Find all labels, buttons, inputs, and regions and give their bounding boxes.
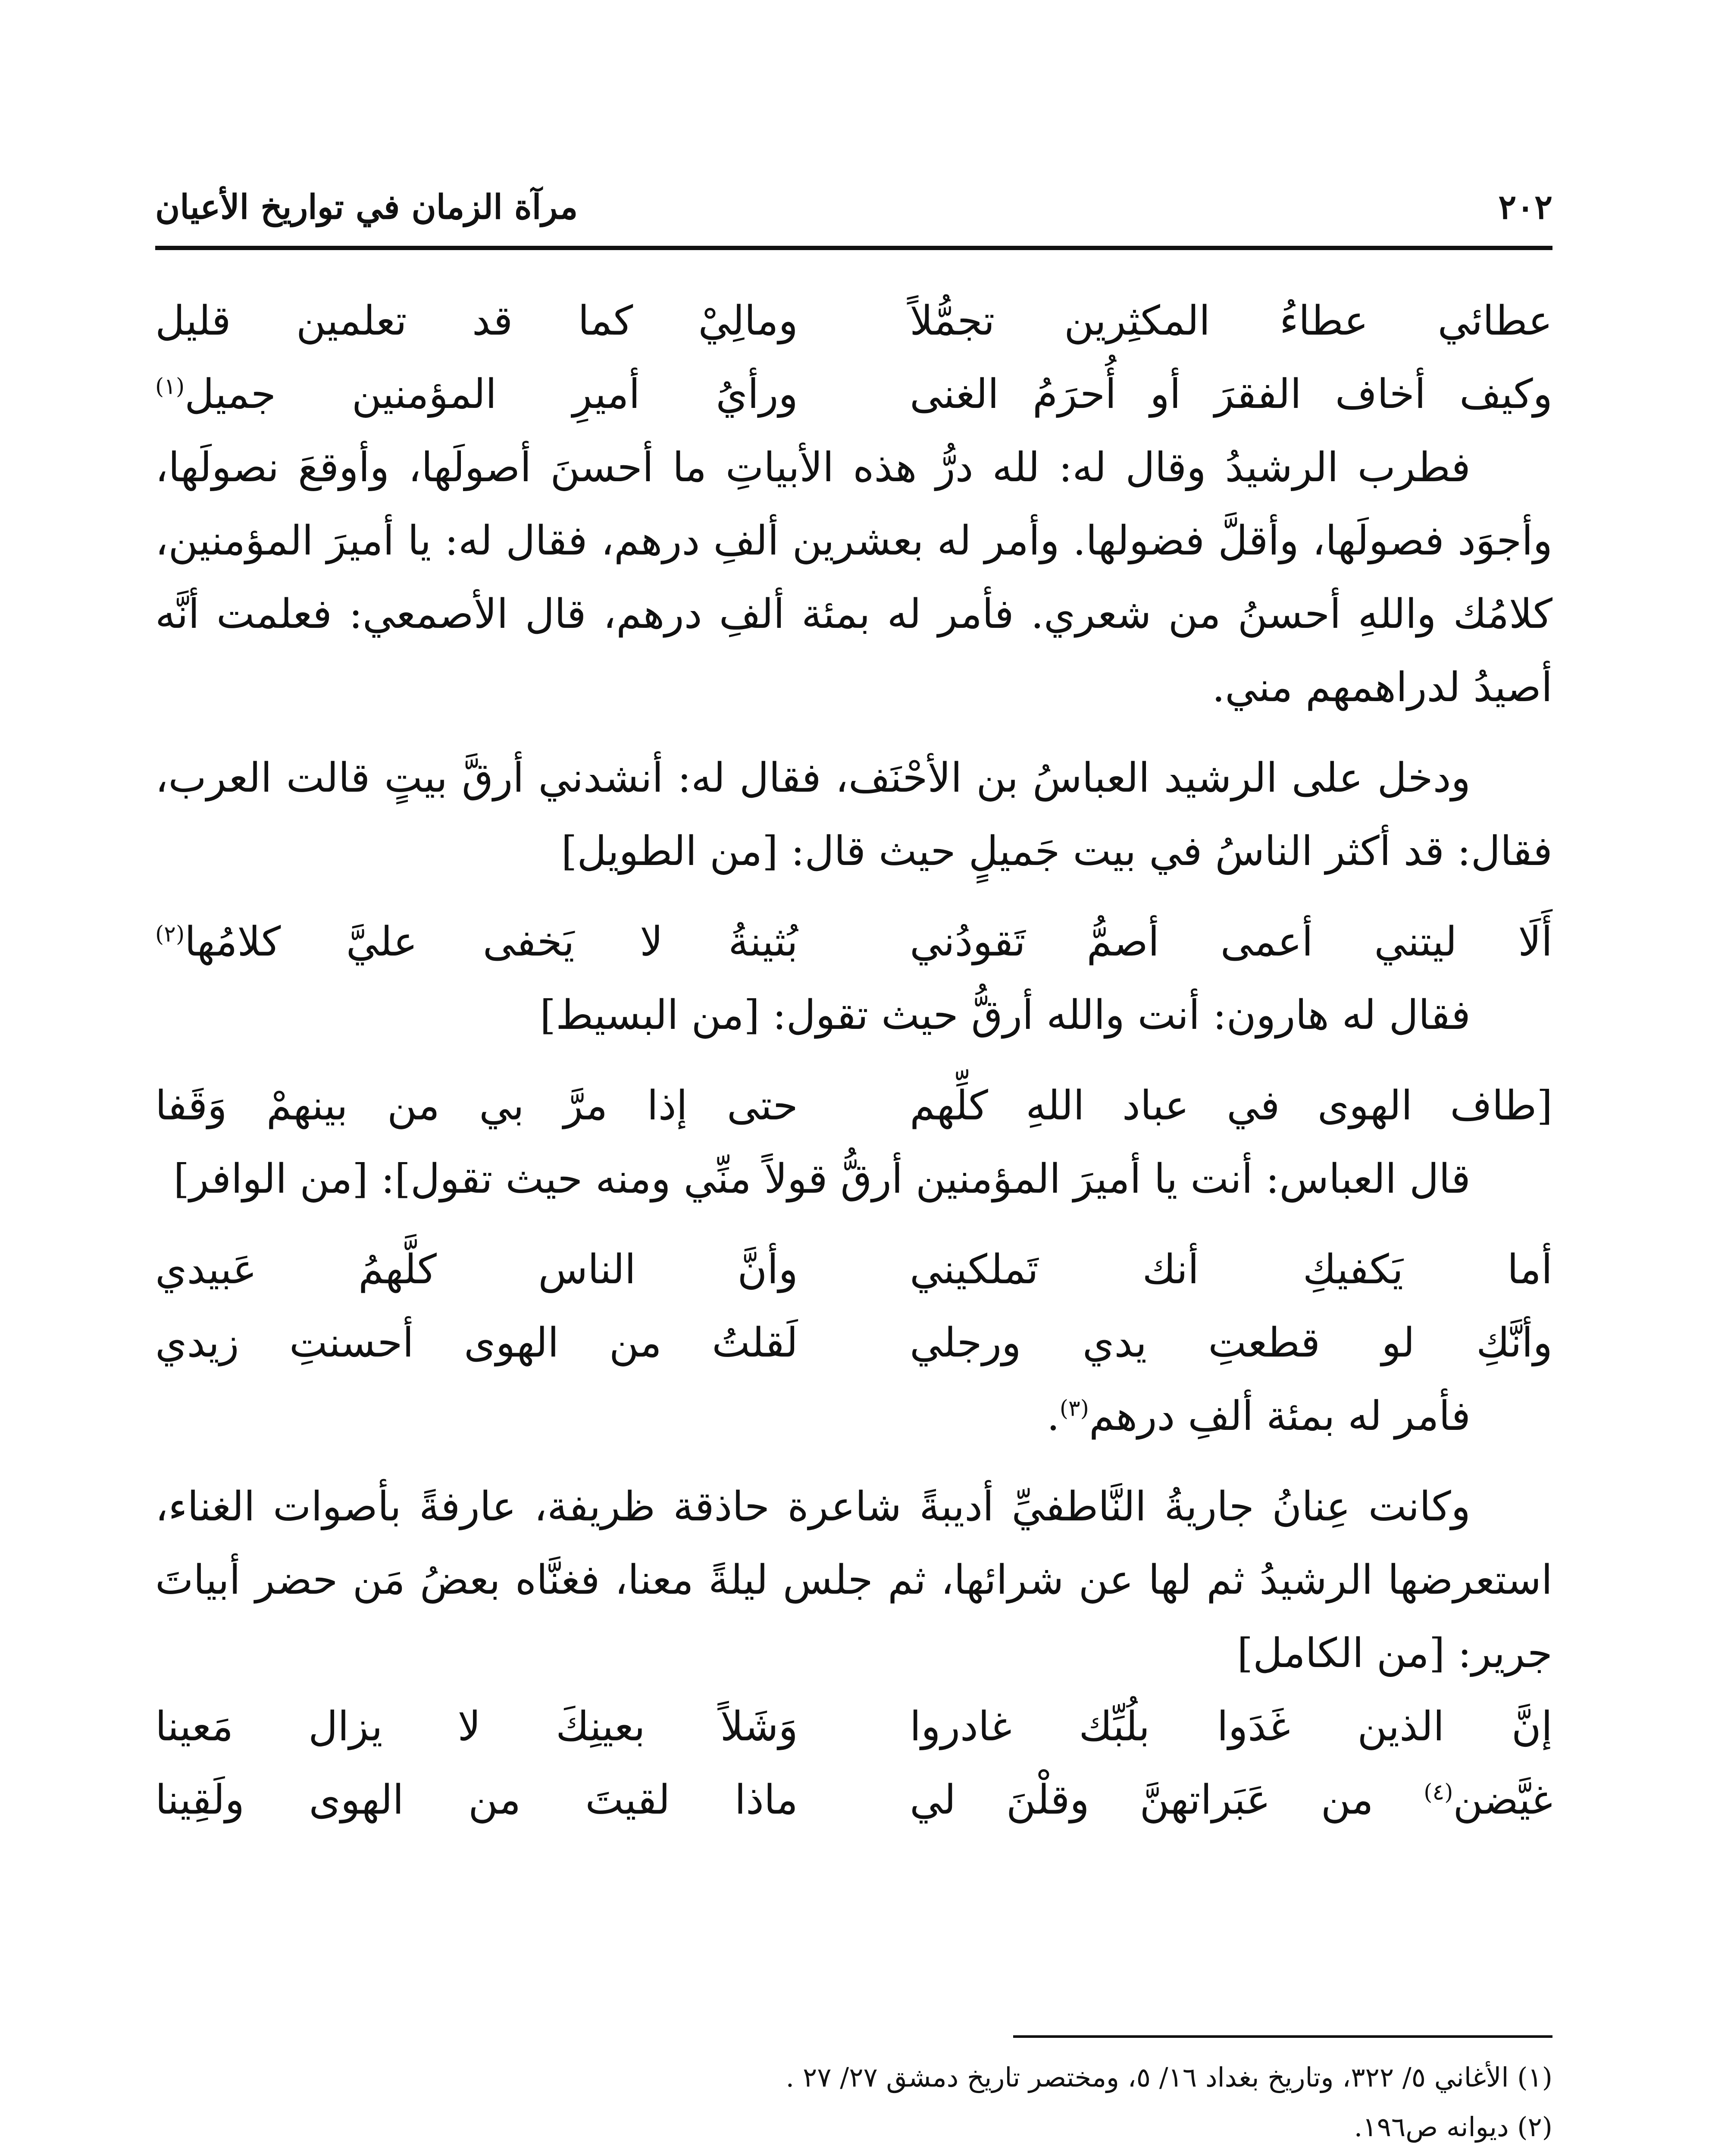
verse-second-hemistich: وأنَّ الناس كلَّهمُ عَبيدي	[155, 1246, 798, 1293]
header-rule	[155, 246, 1552, 250]
page-number: ٢٠٢	[1498, 187, 1552, 227]
hemistich-text: بُثينةُ لا يَخفى عليَّ كلامُها	[185, 918, 798, 965]
hemistich-text: غيَّضن	[1453, 1777, 1552, 1824]
verse-line	[155, 1690, 1552, 1764]
verse-second-hemistich: وَشَلاً بعينِكَ لا يزال مَعينا	[155, 1703, 798, 1750]
main-text	[155, 285, 1552, 1837]
paragraph: وكانت عِنانُ جاريةُ النَّاطفيِّ أديبةً شاعرة حاذقة ظريفة، عارفةً بأصوات الغناء، استعرضها الرشيدُ ثم لها عن شرائها، ثم جلس ليلةً معنا، فغنَّاه بعضُ مَن حضر أبياتَ جرير: [من الكامل]	[155, 1483, 1552, 1677]
verse-first-hemistich: أَلَا ليتني أعمى أصمُّ تَقودُني	[910, 918, 1552, 965]
paragraph: قال العباس: أنت يا أميرَ المؤمنين أرقُّ قولاً منِّي ومنه حيث تقول]: [من الوافر]	[173, 1156, 1471, 1203]
footnote-ref: (١)	[155, 373, 185, 400]
verse-second-hemistich: لَقلتُ من الهوى أحسنتِ زيدي	[155, 1319, 798, 1366]
footnote: (١) الأغاني ٥/ ٣٢٢، وتاريخ بغداد ١٦/ ٥، ومختصر تاريخ دمشق ٢٧/ ٢٧ .	[786, 2062, 1552, 2093]
footnote-rule	[1013, 2035, 1552, 2038]
footnote: (٢) ديوانه ص١٩٦.	[1354, 2111, 1552, 2143]
running-header	[155, 172, 1552, 241]
paragraph: فقال له هارون: أنت والله أرقُّ حيث تقول: [من البسيط]	[540, 992, 1471, 1039]
footnote-ref: (٤)	[1424, 1779, 1453, 1805]
verse-second-hemistich	[155, 906, 798, 979]
verse-first-hemistich	[910, 1764, 1552, 1837]
verse-second-hemistich: حتى إذا مرَّ بي من بينهمْ وَقَفا	[155, 1082, 798, 1129]
footnote	[155, 2152, 1552, 2156]
verse-first-hemistich: وكيف أخاف الفقرَ أو أُحرَمُ الغنى	[910, 371, 1552, 418]
verse-second-hemistich	[155, 358, 798, 431]
verse-line	[155, 1307, 1552, 1380]
verse-first-hemistich: إنَّ الذين غَدَوا بلُبِّك غادروا	[910, 1703, 1552, 1750]
footnote-ref: (٢)	[155, 921, 185, 947]
verse-second-hemistich: ومالِيْ كما قد تعلمين قليل	[155, 298, 798, 345]
verse-first-hemistich: [طاف الهوى في عباد اللهِ كلِّهم	[910, 1082, 1552, 1129]
hemistich-text: من عَبَراتهنَّ وقلْنَ لي	[910, 1777, 1424, 1824]
verse-first-hemistich: عطائي عطاءُ المكثِرين تجمُّلاً	[910, 298, 1552, 345]
verse-first-hemistich: وأنَّكِ لو قطعتِ يدي ورجلي	[910, 1319, 1552, 1366]
paragraph: ودخل على الرشيد العباسُ بن الأحْنَف، فقال له: أنشدني أرقَّ بيتٍ قالت العرب، فقال: قد أكثر الناسُ في بيت جَميلٍ حيث قال: [من الطويل]	[155, 755, 1552, 875]
footnotes	[155, 2053, 1552, 2156]
book-title: مرآة الزمان في تواريخ الأعيان	[155, 187, 578, 227]
verse-line	[155, 285, 1552, 358]
paragraph-text: فأمر له بمئة ألفِ درهم	[1089, 1393, 1471, 1440]
footnote-ref: (٣)	[1059, 1395, 1089, 1422]
verse-line	[155, 1764, 1552, 1837]
hemistich-text: ورأيُ أميرِ المؤمنين جميل	[185, 371, 798, 418]
verse-line	[155, 1233, 1552, 1307]
verse-line	[155, 358, 1552, 431]
verse-first-hemistich: أما يَكفيكِ أنك تَملكيني	[910, 1246, 1552, 1293]
verse-line	[155, 1069, 1552, 1143]
paragraph: فطرب الرشيدُ وقال له: لله درُّ هذه الأبياتِ ما أحسنَ أصولَها، وأوقعَ نصولَها، وأجوَد فصولَها، وأقلَّ فضولها. وأمر له بعشرين ألفِ درهم، فقال له: يا أميرَ المؤمنين، كلامُك واللهِ أحسنُ من شعري. فأمر له بمئة ألفِ درهم، قال الأصمعي: فعلمت أنَّه أصيدُ لدراهمهم مني.	[155, 444, 1552, 711]
paragraph: فأمر له بمئة ألفِ درهم$^{(٣)}$.	[1046, 1393, 1471, 1440]
verse-second-hemistich: ماذا لقيتَ من الهوى ولَقِينا	[155, 1777, 798, 1824]
verse-line	[155, 906, 1552, 979]
